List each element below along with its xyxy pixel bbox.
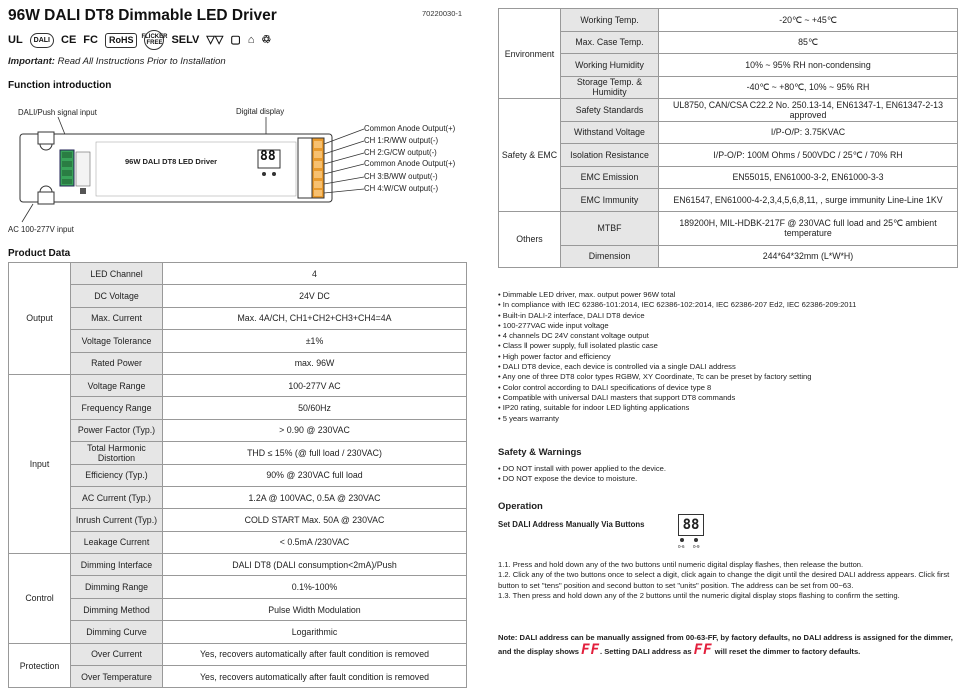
- label-digital-display: Digital display: [236, 107, 285, 116]
- operation-steps: [498, 560, 960, 601]
- value-cell: 85℃: [659, 31, 958, 54]
- category-cell: Control: [9, 554, 71, 644]
- feature-item: • Built-in DALI-2 interface, DALI DT8 device: [498, 310, 645, 320]
- parameter-cell: Working Temp.: [561, 9, 659, 32]
- parameter-cell: Dimming Method: [71, 598, 163, 620]
- step-2: 1.2. Click any of the two buttons once to select a digit, click again to change the digit until the desired DALI address appears. Click first button to set "tens" position and second button to set "units" position. The address can be set from 00~63.: [498, 570, 950, 590]
- feature-item: • DALI DT8 device, each device is controlled via a single DALI address: [498, 362, 736, 372]
- dali-logo: DALI: [30, 33, 54, 48]
- page-title: 96W DALI DT8 Dimmable LED Driver: [8, 7, 277, 24]
- certification-logos: [8, 30, 271, 50]
- value-cell: THD ≤ 15% (@ full load / 230VAC): [163, 442, 467, 464]
- value-cell: I/P-O/P: 100M Ohms / 500VDC / 25℃ / 70% RH: [659, 144, 958, 167]
- parameter-cell: Power Factor (Typ.): [71, 419, 163, 441]
- feature-item: • Color control according to DALI specifications of device type 8: [498, 382, 712, 392]
- value-cell: 1.2A @ 100VAC, 0.5A @ 230VAC: [163, 486, 467, 508]
- category-cell: Safety & EMC: [499, 99, 561, 212]
- parameter-cell: Dimension: [561, 245, 659, 267]
- fc-logo: FC: [83, 33, 98, 46]
- value-cell: > 0.90 @ 230VAC: [163, 419, 467, 441]
- document-code: 70220030-1: [422, 9, 463, 18]
- feature-item: • Dimmable LED driver, max. output power 96W total: [498, 290, 676, 299]
- output-label-5: CH 3:B/WW output(-): [364, 172, 438, 181]
- parameter-cell: Inrush Current (Typ.): [71, 509, 163, 531]
- table-row: [499, 144, 958, 167]
- parameter-cell: Voltage Range: [71, 374, 163, 396]
- button-2-label: 0-9: [693, 544, 700, 549]
- table-row: [9, 352, 467, 374]
- value-cell: Logarithmic: [163, 621, 467, 643]
- table-row: [9, 263, 467, 285]
- indoor-icon: ⌂: [247, 33, 255, 46]
- table-row: [499, 54, 958, 77]
- function-diagram: [8, 104, 468, 239]
- operation-note: [498, 631, 960, 658]
- parameter-cell: Dimming Interface: [71, 554, 163, 576]
- button-2-dot: [694, 538, 698, 542]
- value-cell: 100-277V AC: [163, 374, 467, 396]
- table-row: [499, 189, 958, 212]
- important-notice: [8, 56, 226, 67]
- important-text: Read All Instructions Prior to Installation: [57, 56, 226, 67]
- parameter-cell: Frequency Range: [71, 397, 163, 419]
- parameter-cell: AC Current (Typ.): [71, 486, 163, 508]
- parameter-cell: DC Voltage: [71, 285, 163, 307]
- table-row: [9, 576, 467, 598]
- parameter-cell: Storage Temp. & Humidity: [561, 76, 659, 99]
- operation-subheading: Set DALI Address Manually Via Buttons: [498, 520, 645, 529]
- right-column: [498, 0, 961, 696]
- feature-item: • In compliance with IEC 62386-101:2014, IEC 62386-102:2014, IEC 62386-207 Ed2, IEC 62386-209:2011: [498, 300, 857, 310]
- value-cell: EN61547, EN61000-4-2,3,4,5,6,8,11, , surge immunity Line-Line 1KV: [659, 189, 958, 212]
- table-row: [9, 307, 467, 329]
- feature-item: • 4 channels DC 24V constant voltage output: [498, 331, 649, 341]
- parameter-cell: Safety Standards: [561, 99, 659, 122]
- spec-table: [498, 8, 958, 268]
- ff-display-1: FF: [581, 642, 601, 658]
- table-row: [499, 245, 958, 267]
- value-cell: < 0.5mA /230VAC: [163, 531, 467, 553]
- step-1: 1.1. Press and hold down any of the two buttons until numeric digital display flashes, then release the button.: [498, 560, 864, 569]
- parameter-cell: Over Temperature: [71, 666, 163, 688]
- table-row: [9, 330, 467, 352]
- table-row: [9, 531, 467, 553]
- parameter-cell: MTBF: [561, 211, 659, 245]
- safety-item: • DO NOT expose the device to moisture.: [498, 474, 638, 484]
- table-row: [499, 166, 958, 189]
- value-cell: DALI DT8 (DALI consumption<2mA)/Push: [163, 554, 467, 576]
- left-column: [8, 0, 468, 696]
- category-cell: Protection: [9, 643, 71, 688]
- note-text-3: will reset the dimmer to factory defaults.: [714, 647, 861, 656]
- feature-item: • 100-277VAC wide input voltage: [498, 320, 609, 330]
- operation-display-digits: 88: [678, 514, 704, 536]
- parameter-cell: Withstand Voltage: [561, 121, 659, 144]
- safety-heading: Safety & Warnings: [498, 447, 582, 458]
- step-3: 1.3. Then press and hold down any of the 2 buttons until the numeric digital display stops flashing to confirm the setting.: [498, 590, 900, 600]
- safety-list: [498, 464, 960, 485]
- note-text-1: Note: DALI address can be manually assigned from 00-63-FF, by factory defaults, no DALI address is assigned for the dimmer, and the display shows: [498, 633, 953, 656]
- parameter-cell: Max. Current: [71, 307, 163, 329]
- value-cell: 50/60Hz: [163, 397, 467, 419]
- feature-item: • Any one of three DT8 color types RGBW, XY Coordinate, Tc can be preset by factory setting: [498, 372, 812, 382]
- parameter-cell: Max. Case Temp.: [561, 31, 659, 54]
- value-cell: Yes, recovers automatically after fault condition is removed: [163, 666, 467, 688]
- value-cell: 24V DC: [163, 285, 467, 307]
- label-signal-input: DALI/Push signal input: [18, 108, 97, 117]
- important-label: Important:: [8, 56, 55, 67]
- mark-triangles-icon: ▽▽: [206, 33, 224, 46]
- parameter-cell: EMC Emission: [561, 166, 659, 189]
- safety-item: • DO NOT install with power applied to the device.: [498, 464, 666, 473]
- button-1-dot: [680, 538, 684, 542]
- parameter-cell: Efficiency (Typ.): [71, 464, 163, 486]
- flicker-free-logo: FLICKER FREE: [144, 30, 164, 50]
- table-row: [9, 442, 467, 464]
- feature-item: • Class Ⅱ power supply, full isolated plastic case: [498, 341, 658, 351]
- parameter-cell: Rated Power: [71, 352, 163, 374]
- table-row: [9, 554, 467, 576]
- value-cell: ±1%: [163, 330, 467, 352]
- output-label-3: CH 2:G/CW output(-): [364, 148, 437, 157]
- operation-display-figure: [678, 514, 710, 554]
- parameter-cell: Total Harmonic Distortion: [71, 442, 163, 464]
- value-cell: Max. 4A/CH, CH1+CH2+CH3+CH4=4A: [163, 307, 467, 329]
- output-label-1: Common Anode Output(+): [364, 124, 456, 133]
- parameter-cell: EMC Immunity: [561, 189, 659, 212]
- ff-display-2: FF: [693, 642, 713, 658]
- selv-logo: SELV: [171, 33, 200, 46]
- table-row: [9, 486, 467, 508]
- button-1-label: 0-6: [678, 544, 685, 549]
- function-intro-heading: Function introduction: [8, 80, 112, 91]
- diagram-display-digits: 88: [260, 149, 276, 164]
- parameter-cell: Voltage Tolerance: [71, 330, 163, 352]
- value-cell: -40℃ ~ +80℃, 10% ~ 95% RH: [659, 76, 958, 99]
- ul-logo: UL: [8, 33, 23, 46]
- value-cell: COLD START Max. 50A @ 230VAC: [163, 509, 467, 531]
- category-cell: Others: [499, 211, 561, 267]
- value-cell: UL8750, CAN/CSA C22.2 No. 250.13-14, EN61347-1, EN61347-2-13 approved: [659, 99, 958, 122]
- value-cell: 244*64*32mm (L*W*H): [659, 245, 958, 267]
- table-row: [9, 666, 467, 688]
- product-data-heading: Product Data: [8, 248, 71, 259]
- parameter-cell: Over Current: [71, 643, 163, 665]
- value-cell: 4: [163, 263, 467, 285]
- table-row: [9, 419, 467, 441]
- feature-item: • High power factor and efficiency: [498, 351, 611, 361]
- label-ac-input: AC 100-277V input: [8, 225, 74, 234]
- category-cell: Input: [9, 374, 71, 553]
- output-label-2: CH 1:R/WW output(-): [364, 136, 439, 145]
- value-cell: 10% ~ 95% RH non-condensing: [659, 54, 958, 77]
- value-cell: 90% @ 230VAC full load: [163, 464, 467, 486]
- device-label: 96W DALI DT8 LED Driver: [125, 157, 218, 166]
- feature-item: • 5 years warranty: [498, 413, 559, 423]
- product-data-table: [8, 262, 467, 688]
- table-row: [499, 9, 958, 32]
- parameter-cell: Isolation Resistance: [561, 144, 659, 167]
- table-row: [9, 464, 467, 486]
- table-row: [499, 31, 958, 54]
- table-row: [9, 621, 467, 643]
- table-row: [9, 643, 467, 665]
- ce-logo: CE: [61, 33, 77, 46]
- feature-list: [498, 290, 961, 424]
- value-cell: 189200H, MIL-HDBK-217F @ 230VAC full load and 25℃ ambient temperature: [659, 211, 958, 245]
- value-cell: 0.1%-100%: [163, 576, 467, 598]
- parameter-cell: Dimming Curve: [71, 621, 163, 643]
- table-row: [499, 121, 958, 144]
- table-row: [499, 99, 958, 122]
- value-cell: -20℃ ~ +45℃: [659, 9, 958, 32]
- table-row: [499, 76, 958, 99]
- table-row: [9, 509, 467, 531]
- parameter-cell: Working Humidity: [561, 54, 659, 77]
- table-row: [9, 598, 467, 620]
- table-row: [499, 211, 958, 245]
- output-label-6: CH 4:W/CW output(-): [364, 184, 439, 193]
- category-cell: Environment: [499, 9, 561, 99]
- category-cell: Output: [9, 263, 71, 375]
- value-cell: Yes, recovers automatically after fault condition is removed: [163, 643, 467, 665]
- parameter-cell: Leakage Current: [71, 531, 163, 553]
- rohs-logo: RoHS: [105, 33, 138, 48]
- class2-icon: ▢: [230, 33, 241, 46]
- table-row: [9, 374, 467, 396]
- feature-item: • Compatible with universal DALI masters that support DT8 commands: [498, 392, 736, 402]
- value-cell: max. 96W: [163, 352, 467, 374]
- value-cell: EN55015, EN61000-3-2, EN61000-3-3: [659, 166, 958, 189]
- output-label-4: Common Anode Output(+): [364, 159, 456, 168]
- note-text-2: . Setting DALI address as: [600, 647, 692, 656]
- parameter-cell: Dimming Range: [71, 576, 163, 598]
- parameter-cell: LED Channel: [71, 263, 163, 285]
- table-row: [9, 397, 467, 419]
- value-cell: I/P-O/P: 3.75KVAC: [659, 121, 958, 144]
- weee-icon: ♲: [261, 33, 272, 46]
- feature-item: • IP20 rating, suitable for indoor LED lighting applications: [498, 403, 690, 413]
- value-cell: Pulse Width Modulation: [163, 598, 467, 620]
- operation-heading: Operation: [498, 501, 543, 512]
- table-row: [9, 285, 467, 307]
